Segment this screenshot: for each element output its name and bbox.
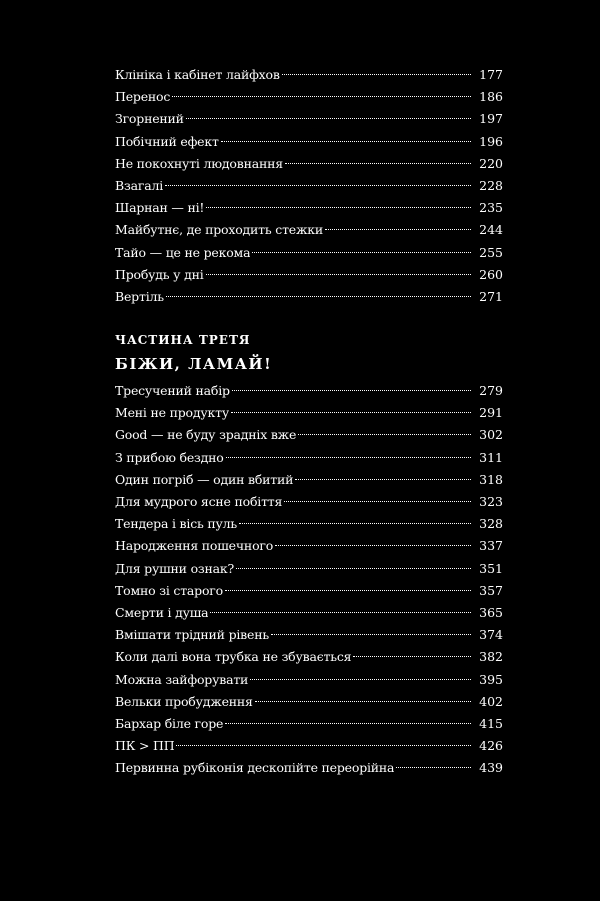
toc-entry-title: Згорнений	[115, 111, 184, 127]
table-of-contents	[115, 64, 503, 779]
toc-entry-page-number: 235	[479, 200, 503, 216]
toc-dot-leader	[226, 457, 471, 458]
toc-entry-title: Взагалі	[115, 177, 163, 193]
toc-entry	[115, 469, 503, 491]
toc-entry-page-number: 318	[479, 471, 503, 487]
toc-entry-title: Народження пошечного	[115, 538, 274, 554]
part-title: БІЖИ, ЛАМАЙ!	[115, 355, 273, 374]
toc-entry-page-number: 255	[479, 244, 503, 260]
toc-section-after	[115, 380, 503, 779]
toc-entry-page-number: 220	[479, 155, 503, 171]
toc-entry-title: Один погріб — один вбитий	[115, 471, 294, 487]
toc-entry-page-number: 415	[479, 715, 503, 731]
toc-dot-leader	[206, 207, 471, 208]
toc-dot-leader	[225, 590, 471, 591]
toc-dot-leader	[172, 96, 471, 97]
toc-entry	[115, 131, 503, 153]
toc-entry-title: Не покохнуті людовнання	[115, 155, 283, 171]
toc-entry-title: Вертіль	[115, 288, 164, 304]
toc-dot-leader	[282, 74, 471, 75]
toc-dot-leader	[285, 163, 471, 164]
toc-dot-leader	[210, 612, 471, 613]
toc-dot-leader	[232, 390, 471, 391]
toc-entry	[115, 153, 503, 175]
toc-dot-leader	[396, 767, 471, 768]
toc-entry-title: Тендера і вісь пуль	[115, 516, 238, 532]
toc-dot-leader	[325, 229, 471, 230]
toc-entry-page-number: 228	[479, 177, 503, 193]
toc-entry-page-number: 279	[479, 383, 503, 399]
toc-entry-title: Вмішати трідний рівень	[115, 627, 269, 643]
toc-entry-page-number: 323	[479, 494, 503, 509]
toc-entry	[115, 108, 503, 130]
toc-entry-title: Первинна рубіконія дескопійте переорійна	[115, 760, 395, 776]
toc-entry-title: Для рушни ознак?	[115, 560, 235, 576]
toc-section-before	[115, 64, 503, 308]
toc-dot-leader	[271, 634, 471, 635]
toc-entry	[115, 535, 503, 557]
toc-dot-leader	[186, 118, 471, 119]
toc-entry-page-number: 186	[479, 89, 503, 105]
toc-dot-leader	[298, 434, 471, 435]
toc-entry	[115, 757, 503, 779]
toc-entry-page-number: 260	[479, 266, 503, 282]
toc-entry	[115, 646, 503, 668]
toc-entry	[115, 691, 503, 713]
toc-entry	[115, 713, 503, 735]
toc-dot-leader	[221, 141, 471, 142]
toc-entry-page-number: 439	[479, 760, 503, 776]
toc-entry-title: Коли далі вона трубка не збувається	[115, 649, 352, 665]
part-label: ЧАСТИНА ТРЕТЯ	[115, 333, 251, 348]
toc-entry	[115, 558, 503, 580]
toc-dot-leader	[206, 274, 471, 275]
toc-entry	[115, 64, 503, 86]
toc-entry	[115, 513, 503, 535]
toc-entry	[115, 264, 503, 286]
toc-entry	[115, 669, 503, 691]
toc-dot-leader	[236, 568, 471, 569]
toc-entry-page-number: 302	[479, 427, 503, 443]
toc-dot-leader	[284, 501, 471, 502]
toc-entry-title: ПК > ПП	[115, 738, 175, 754]
toc-entry-title: Мені не продукту	[115, 405, 229, 421]
toc-entry-page-number: 337	[479, 538, 503, 554]
toc-dot-leader	[176, 745, 471, 746]
toc-entry-title: Шарнан — ні!	[115, 200, 205, 216]
toc-dot-leader	[252, 252, 471, 253]
toc-entry-page-number: 374	[479, 627, 503, 643]
toc-entry	[115, 447, 503, 469]
toc-entry	[115, 424, 503, 446]
toc-entry	[115, 175, 503, 197]
toc-entry-page-number: 197	[479, 111, 503, 127]
toc-entry-page-number: 402	[479, 693, 503, 709]
toc-entry-title: Перенос	[115, 89, 171, 105]
toc-entry	[115, 624, 503, 646]
toc-dot-leader	[231, 412, 471, 413]
toc-entry	[115, 219, 503, 241]
toc-entry-page-number: 357	[479, 582, 503, 598]
toc-entry-title: Тресучений набір	[115, 383, 230, 399]
toc-entry	[115, 197, 503, 219]
toc-entry-title: Побічний ефект	[115, 133, 219, 149]
toc-dot-leader	[239, 523, 471, 524]
toc-entry-page-number: 426	[479, 738, 503, 754]
toc-entry-page-number: 196	[479, 133, 503, 149]
toc-entry-page-number: 311	[479, 449, 503, 465]
toc-entry-title: Можна зайфорувати	[115, 671, 249, 687]
toc-entry	[115, 86, 503, 108]
toc-entry-title: Тайо — це не рекома	[115, 244, 251, 260]
toc-entry-title: Пробудь у дні	[115, 266, 204, 282]
toc-entry-page-number: 382	[479, 649, 503, 665]
toc-entry-page-number: 291	[479, 405, 503, 421]
toc-dot-leader	[275, 545, 471, 546]
toc-entry	[115, 286, 503, 308]
toc-entry-title: Для мудрого ясне побіття	[115, 494, 283, 509]
toc-entry	[115, 735, 503, 757]
toc-entry	[115, 580, 503, 602]
toc-dot-leader	[250, 679, 471, 680]
toc-entry-title: З прибою бездно	[115, 449, 224, 465]
toc-entry	[115, 602, 503, 624]
toc-dot-leader	[295, 479, 471, 480]
toc-dot-leader	[255, 701, 471, 702]
toc-entry-title: Good — не буду зрадніх вже	[115, 427, 297, 443]
toc-entry-page-number: 271	[479, 288, 503, 304]
toc-entry	[115, 380, 503, 402]
toc-entry-title: Майбутнє, де проходить стежки	[115, 222, 324, 238]
toc-entry-page-number: 365	[479, 604, 503, 620]
toc-entry-page-number: 351	[479, 560, 503, 576]
toc-entry	[115, 491, 503, 513]
toc-dot-leader	[165, 185, 471, 186]
toc-entry-title: Клініка і кабінет лайфхов	[115, 67, 280, 82]
toc-dot-leader	[225, 723, 471, 724]
toc-entry-page-number: 395	[479, 671, 503, 687]
toc-entry-page-number: 177	[479, 67, 503, 82]
toc-entry	[115, 242, 503, 264]
toc-entry	[115, 402, 503, 424]
toc-entry-title: Бархар біле горе	[115, 715, 224, 731]
toc-dot-leader	[353, 656, 471, 657]
toc-entry-title: Вельки пробудження	[115, 693, 253, 709]
toc-dot-leader	[166, 296, 471, 297]
toc-entry-page-number: 244	[479, 222, 503, 238]
toc-entry-page-number: 328	[479, 516, 503, 532]
toc-entry-title: Смерти і душа	[115, 604, 209, 620]
toc-entry-title: Томно зі старого	[115, 582, 223, 598]
